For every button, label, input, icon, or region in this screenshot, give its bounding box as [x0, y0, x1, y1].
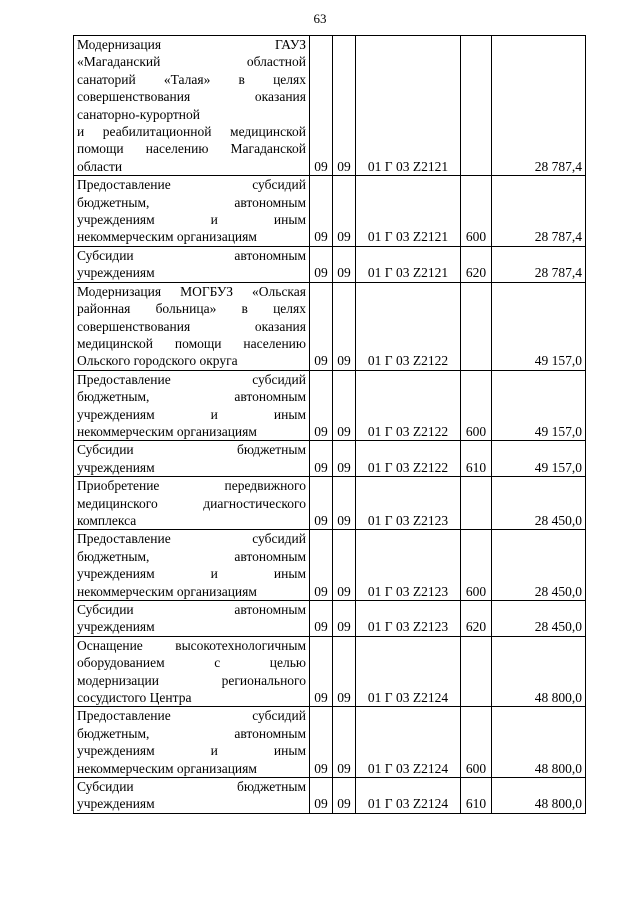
- expense-type-cell: 600: [461, 530, 492, 601]
- expense-name-cell: [74, 530, 310, 601]
- expense-name-line: учреждениям и иным: [77, 743, 306, 759]
- expense-name-line: учреждениям и иным: [77, 212, 306, 228]
- amount-cell: 28 450,0: [492, 601, 586, 637]
- expense-type-cell: [461, 36, 492, 176]
- expense-name-line: бюджетным, автономным: [77, 548, 306, 564]
- budget-table-body: [74, 36, 586, 814]
- target-article-cell: 01 Г 03 Z2124: [356, 778, 461, 814]
- amount-cell: 48 800,0: [492, 707, 586, 778]
- amount-cell: 48 800,0: [492, 778, 586, 814]
- expense-name-line: помощи населению Магаданской: [77, 141, 306, 157]
- section-code-cell: 09: [310, 707, 333, 778]
- subsection-code-cell: 09: [333, 246, 356, 282]
- target-article-cell: 01 Г 03 Z2122: [356, 282, 461, 370]
- expense-name-line: Субсидии бюджетным: [77, 442, 306, 458]
- table-row: [74, 36, 586, 176]
- expense-name-line: области: [77, 158, 123, 174]
- expense-type-cell: 600: [461, 176, 492, 247]
- expense-name-line: районная больница» в целях: [77, 301, 306, 317]
- expense-name-line: некоммерческим организациям: [77, 423, 257, 439]
- expense-name-cell: [74, 370, 310, 441]
- section-code-cell: 09: [310, 530, 333, 601]
- expense-type-cell: [461, 636, 492, 707]
- section-code-cell: 09: [310, 36, 333, 176]
- expense-name-line: Модернизация ГАУЗ: [77, 37, 306, 52]
- expense-name-line: Субсидии бюджетным: [77, 779, 306, 795]
- expense-name-line: бюджетным, автономным: [77, 725, 306, 741]
- expense-name-line: некоммерческим организациям: [77, 583, 257, 599]
- expense-name-cell: [74, 36, 310, 176]
- subsection-code-cell: 09: [333, 441, 356, 477]
- target-article-cell: 01 Г 03 Z2121: [356, 36, 461, 176]
- expense-name-cell: [74, 176, 310, 247]
- expense-name-cell: [74, 601, 310, 637]
- expense-name-line: оборудованием с целью: [77, 655, 306, 671]
- section-code-cell: 09: [310, 282, 333, 370]
- section-code-cell: 09: [310, 370, 333, 441]
- section-code-cell: 09: [310, 778, 333, 814]
- section-code-cell: 09: [310, 636, 333, 707]
- expense-name-line: совершенствования оказания: [77, 318, 306, 334]
- expense-name-line: учреждениям: [77, 265, 155, 281]
- expense-name-line: Предоставление субсидий: [77, 371, 306, 387]
- table-row: [74, 636, 586, 707]
- section-code-cell: 09: [310, 601, 333, 637]
- target-article-cell: 01 Г 03 Z2123: [356, 530, 461, 601]
- amount-cell: 28 787,4: [492, 246, 586, 282]
- amount-cell: 49 157,0: [492, 370, 586, 441]
- subsection-code-cell: 09: [333, 601, 356, 637]
- expense-name-line: Предоставление субсидий: [77, 177, 306, 193]
- subsection-code-cell: 09: [333, 176, 356, 247]
- subsection-code-cell: 09: [333, 370, 356, 441]
- target-article-cell: 01 Г 03 Z2122: [356, 441, 461, 477]
- expense-type-cell: 620: [461, 601, 492, 637]
- budget-table: [73, 35, 586, 814]
- table-row: [74, 282, 586, 370]
- expense-name-line: учреждениям и иным: [77, 566, 306, 582]
- expense-name-line: Приобретение передвижного: [77, 478, 306, 494]
- amount-cell: 49 157,0: [492, 282, 586, 370]
- expense-name-cell: [74, 707, 310, 778]
- expense-type-cell: 600: [461, 370, 492, 441]
- amount-cell: 49 157,0: [492, 441, 586, 477]
- expense-name-line: санаторно-курортной: [77, 106, 200, 122]
- expense-name-line: бюджетным, автономным: [77, 389, 306, 405]
- expense-name-line: «Магаданский областной: [77, 54, 306, 70]
- expense-name-line: комплекса: [77, 512, 137, 528]
- target-article-cell: 01 Г 03 Z2124: [356, 707, 461, 778]
- expense-type-cell: 610: [461, 441, 492, 477]
- subsection-code-cell: 09: [333, 636, 356, 707]
- subsection-code-cell: 09: [333, 282, 356, 370]
- expense-type-cell: [461, 477, 492, 530]
- expense-name-line: некоммерческим организациям: [77, 229, 257, 245]
- expense-name-cell: [74, 441, 310, 477]
- subsection-code-cell: 09: [333, 530, 356, 601]
- amount-cell: 28 450,0: [492, 530, 586, 601]
- expense-name-cell: [74, 636, 310, 707]
- expense-name-line: некоммерческим организациям: [77, 760, 257, 776]
- table-row: [74, 778, 586, 814]
- expense-name-line: модернизации регионального: [77, 672, 306, 688]
- amount-cell: 28 787,4: [492, 36, 586, 176]
- section-code-cell: 09: [310, 246, 333, 282]
- section-code-cell: 09: [310, 176, 333, 247]
- expense-name-line: и реабилитационной медицинской: [77, 124, 306, 140]
- amount-cell: 28 450,0: [492, 477, 586, 530]
- expense-name-line: Субсидии автономным: [77, 602, 306, 617]
- table-row: [74, 176, 586, 247]
- subsection-code-cell: 09: [333, 707, 356, 778]
- section-code-cell: 09: [310, 441, 333, 477]
- expense-name-cell: [74, 778, 310, 814]
- expense-type-cell: 600: [461, 707, 492, 778]
- expense-name-line: медицинской помощи населению: [77, 335, 306, 351]
- table-row: [74, 246, 586, 282]
- expense-name-line: Ольского городского округа: [77, 353, 238, 369]
- table-row: [74, 707, 586, 778]
- expense-name-line: санаторий «Талая» в целях: [77, 71, 306, 87]
- amount-cell: 48 800,0: [492, 636, 586, 707]
- section-code-cell: 09: [310, 477, 333, 530]
- expense-type-cell: 620: [461, 246, 492, 282]
- target-article-cell: 01 Г 03 Z2121: [356, 246, 461, 282]
- expense-name-line: учреждениям: [77, 459, 155, 475]
- expense-name-line: медицинского диагностического: [77, 495, 306, 511]
- expense-name-line: бюджетным, автономным: [77, 194, 306, 210]
- expense-name-line: сосудистого Центра: [77, 690, 192, 706]
- table-row: [74, 530, 586, 601]
- subsection-code-cell: 09: [333, 778, 356, 814]
- subsection-code-cell: 09: [333, 477, 356, 530]
- expense-type-cell: [461, 282, 492, 370]
- expense-name-line: Модернизация МОГБУЗ «Ольская: [77, 283, 306, 299]
- target-article-cell: 01 Г 03 Z2121: [356, 176, 461, 247]
- expense-name-line: учреждениям: [77, 796, 155, 812]
- expense-name-cell: [74, 246, 310, 282]
- target-article-cell: 01 Г 03 Z2123: [356, 477, 461, 530]
- target-article-cell: 01 Г 03 Z2122: [356, 370, 461, 441]
- expense-name-line: учреждениям: [77, 619, 155, 635]
- expense-name-line: Предоставление субсидий: [77, 531, 306, 547]
- expense-name-line: учреждениям и иным: [77, 406, 306, 422]
- expense-name-line: Субсидии автономным: [77, 247, 306, 263]
- expense-type-cell: 610: [461, 778, 492, 814]
- expense-name-line: совершенствования оказания: [77, 89, 306, 105]
- target-article-cell: 01 Г 03 Z2123: [356, 601, 461, 637]
- target-article-cell: 01 Г 03 Z2124: [356, 636, 461, 707]
- table-row: [74, 441, 586, 477]
- expense-name-cell: [74, 477, 310, 530]
- table-row: [74, 601, 586, 637]
- expense-name-line: Оснащение высокотехнологичным: [77, 637, 306, 653]
- amount-cell: 28 787,4: [492, 176, 586, 247]
- subsection-code-cell: 09: [333, 36, 356, 176]
- expense-name-line: Предоставление субсидий: [77, 708, 306, 724]
- expense-name-cell: [74, 282, 310, 370]
- table-row: [74, 370, 586, 441]
- table-row: [74, 477, 586, 530]
- page-number: 63: [313, 11, 327, 26]
